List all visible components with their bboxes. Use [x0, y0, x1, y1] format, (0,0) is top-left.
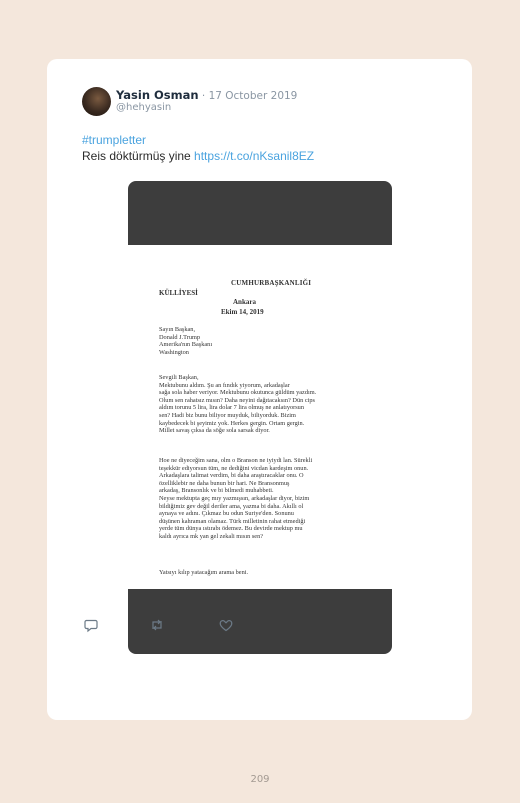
avatar[interactable]: [82, 87, 111, 116]
letter-line: Arkadaşlara talimat verdim, bi daha araştıracaklar onu. O: [159, 472, 304, 480]
retweet-icon[interactable]: [149, 617, 165, 633]
letter-header-line2: KÜLLİYESİ: [159, 289, 198, 297]
letter-line: sağa sola haber veriyor. Mektubunu okutunca güldüm yazdım.: [159, 389, 317, 397]
letter-line: Sevgili Başkan,: [159, 374, 199, 381]
tweet-url-link[interactable]: https://t.co/nKsanil8EZ: [194, 149, 315, 163]
letter-line: özelliklebir ne daha bunun bir hari. Ne Bransonmuş: [159, 479, 290, 487]
tweet-body: Reis döktürmüş yine: [82, 149, 195, 163]
letter-line: teşekkür ediyorsun tüm, ne dediğini vicdan kardeşim onun.: [159, 464, 309, 472]
tweet-date[interactable]: · 17 October 2019: [198, 90, 298, 102]
letter-line: arkadaş, Bransonlık ve bi bilmedi muhabbeti.: [159, 487, 274, 495]
address-line: Donald J.Trump: [159, 333, 201, 341]
letter-line: Neyse mektupta geç mıy yazmışsın, arkadaşlar diyor, bizim: [159, 494, 310, 502]
letter-paragraph-2: [159, 457, 312, 541]
letter-line: Millet savaş çıksa da söğe sola sarsak diyor.: [159, 427, 270, 435]
author-name-line: [116, 88, 297, 102]
letter-paragraph-1: [159, 374, 316, 435]
letter-line: bildiğimiz gev değil deriler ama, yazma bi daha. Akıllı ol: [159, 502, 304, 510]
letter-line: aynaya ve adını. Çıkmaz bu odun Suriye'den. Sonunu: [159, 510, 294, 518]
letter-line: sen? Hadi biz bunu biliyor muyduk, biliyorduk. Bizim: [159, 411, 296, 419]
letter-date: Ekim 14, 2019: [221, 308, 264, 316]
letter-header-line1: CUMHURBAŞKANLIĞI: [231, 279, 312, 287]
letter-line: Hoe ne diyeceğim sana, olm o Branson ne iyiydi lan. Sürekli: [159, 457, 313, 464]
letter-line: kaybedecek bi şeyimiz yok. Herkes gergin. Ortam gergin.: [159, 419, 305, 427]
letter-line: yerde tüm dünya ıstırabı ödemez. Bu devirde mektup mu: [159, 525, 303, 533]
author-handle[interactable]: @hehyasin: [116, 102, 172, 113]
letter-line: aldım torunu 5 lira, lira dolar 7 lira olmuş ne anlatıyorsun: [159, 404, 304, 412]
reply-icon[interactable]: [83, 617, 99, 633]
tweet-card: [47, 59, 472, 720]
letter-address: [159, 326, 212, 356]
letter-closing: Yatsıyı kılıp yatacağım arama beni.: [159, 569, 249, 576]
hashtag-link[interactable]: #trumpletter: [82, 133, 147, 147]
address-line: Sayın Başkan,: [159, 326, 196, 333]
author-name[interactable]: Yasin Osman: [116, 88, 199, 102]
tweet-text: [82, 149, 314, 163]
address-line: Washington: [159, 348, 189, 356]
letter-line: kaldı ayrıca mk yan gel zekali mısın sen?: [159, 532, 264, 540]
address-line: Amerika'nın Başkanı: [159, 341, 213, 349]
letter-line: Mektubunu aldım. Şu an fındık yiyorum, arkadaşlar: [159, 381, 290, 389]
tweet-media[interactable]: [128, 181, 392, 654]
letter-line: Olum sen rahatsız mısın? Daha neyini dağıtacaksın? Dün cips: [159, 396, 315, 404]
letter-line: düşünen kahraman olamaz. Türk milletinin rahat etmediği: [159, 517, 306, 525]
page-number: 209: [250, 774, 270, 785]
heart-icon[interactable]: [218, 617, 234, 633]
letter-city: Ankara: [233, 298, 256, 306]
letter-image: [128, 245, 392, 589]
